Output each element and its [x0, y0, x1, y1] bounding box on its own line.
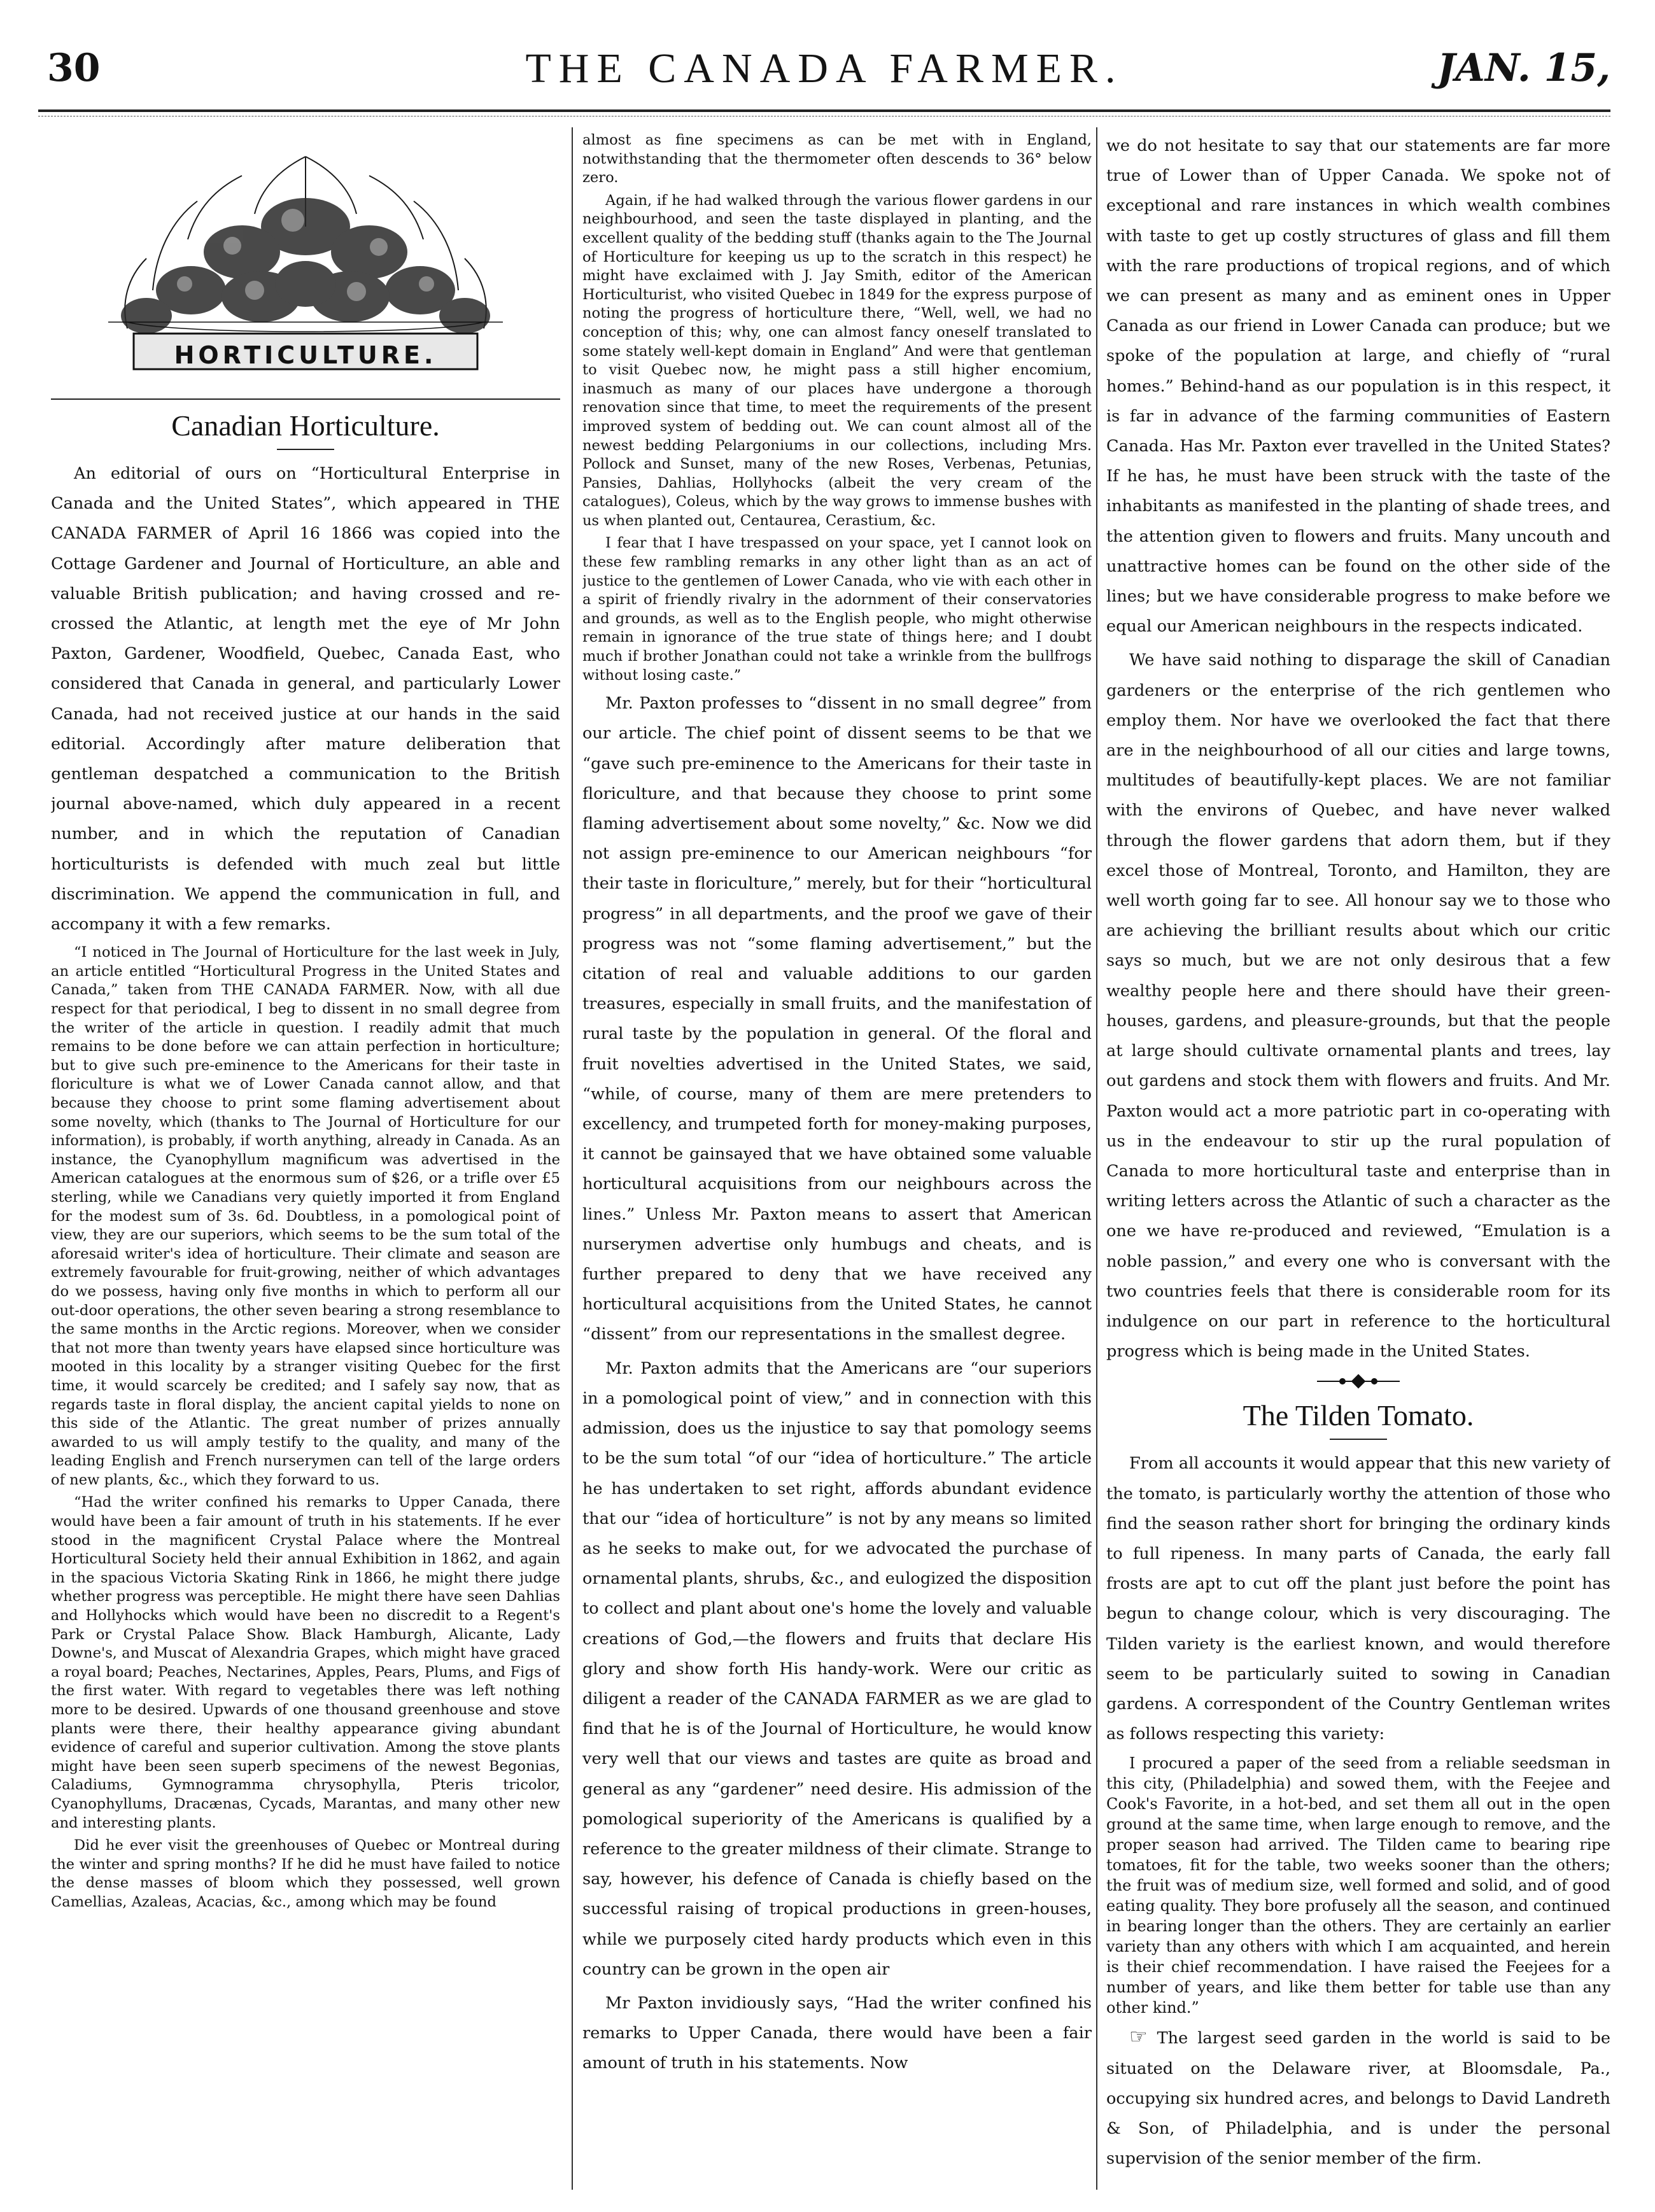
column-divider — [1096, 127, 1097, 2190]
article-paragraph: Mr. Paxton admits that the Americans are “our superiors in a pomological point of view,” and in connection with this admission, does us the injustice to say that pomology seems to be the sum total “of our “idea of horticulture.” The article he has undertaken to set right, affords abundant evidence that our “idea of horticulture” is not by any means so limited as he seeks to make out, for we advocated the purchase of ornamental plants, shrubs, &c., and eulogized the disposition to collect and plant about one's home the lovely and valuable creations of God,—the flowers and fruits that declare His glory and show forth His handy-work. Were our critic as diligent a reader of the CANADA FARMER as we are glad to find that he is of the Journal of Horticulture, he would know very well that our views and tastes are quite as broad and general as any “gardener” need desire. His admission of the pomological superiority of the Americans is qualified by a reference to the greater mildness of their climate. Strange to say, however, his defence of Canada is chiefly based on the successful raising of tropical productions in green-houses, while we purposely cited hardy products which even in this country can be grown in the open air — [582, 1358, 1092, 1979]
article-paragraph: We have said nothing to disparage the skill of Canadian gardeners or the enterprise of the rich gentlemen who employ them. Nor have we overlooked the fact that there are in the neighbourhood of all our cities and large towns, multitudes of beautifully-kept places. We are not familiar with the environs of Quebec, and have never walked through the flower gardens that adorn them, but if they excel those of Montreal, Toronto, and Hamilton, they are well worth going far to see. All honour say we to those who are achieving the brilliant results about which our critic says so much, but we are not only desirous that a few wealthy people here and there should have their green-houses, gardens, and pleasure-grounds, but that the people at large should cultivate ornamental plants and trees, lay out gardens and stock them with flowers and fruits. And Mr. Paxton would act a more patriotic part in co-operating with us in the endeavour to stir up the rural population of Canada to more horticultural taste and enterprise than in writing letters across the Atlantic of such a character as the one we have re-produced and reviewed, “Emulation is a noble passion,” and every one who is conversant with the two countries feels that there is considerable room for its indulgence on our part in reference to the horticultural progress which is being made in the United States. — [1106, 651, 1610, 1362]
page-number: 30 — [47, 46, 101, 90]
note-paragraph — [1106, 2022, 1610, 2174]
article-paragraph: Mr Paxton invidiously says, “Had the writer confined his remarks to Upper Canada, there would have been a fair amount of truth in his statements. Now — [582, 1993, 1092, 2073]
ornament-dash-icon — [1314, 1373, 1403, 1390]
note-text: The largest seed garden in the world is said to be situated on the Delaware river, at Bloomsdale, Pa., occupying six hundred acres, and belongs to David Landreth & Son, of Philadelphia, and is under the personal supervision of the senior member of the firm. — [1106, 2029, 1610, 2169]
heading-rule — [51, 398, 560, 400]
quoted-letter-paragraph: I fear that I have trespassed on your space, yet I cannot look on these few rambling remarks in any other light than as an act of justice to the gentlemen of Lower Canada, who vie with each other in a spirit of friendly rivalry in the adornment of their conservatories and grounds, as well as to the English people, who might otherwise remain in ignorance of the true state of things here; and I doubt much if brother Jonathan could not take a wrinkle from the bullfrogs without losing caste.” — [582, 535, 1092, 684]
column-1 — [51, 131, 560, 2187]
article-paragraph: Mr. Paxton professes to “dissent in no small degree” from our article. The chief point of dissent seems to be that we “gave such pre-eminence to the Americans for their taste in floriculture, and that because they choose to print some flaming advertisement about some novelty,” &c. Now we did not assign pre-eminence to our American neighbours “for their taste in floriculture,” merely, but for their “horticultural progress” in all departments, and the proof we gave of their progress was not “some flaming advertisement,” but the citation of real and valuable additions to our garden treasures, especially in small fruits, and the manifestation of rural taste by the population in general. Of the floral and fruit novelties advertised in the United States, we said, “while, of course, many of them are mere pretenders to excellency, and trumpeted forth for money-making purposes, it cannot be gainsayed that we have obtained some valuable horticultural acquisitions from our neighbours across the lines.” Unless Mr. Paxton means to assert that American nurserymen advertise only humbugs and cheats, and is further prepared to deny that we have received any horticultural acquisitions from the United States, he cannot “dissent” from our representations in the smallest degree. — [582, 694, 1092, 1344]
journal-title: THE CANADA FARMER. — [525, 45, 1123, 92]
quoted-letter-paragraph: Did he ever visit the greenhouses of Quebec or Montreal during the winter and spring months? If he did he must have failed to notice the dense masses of bloom which they possessed, well grown Camellias, Azaleas, Acacias, &c., among which may be found — [51, 1837, 560, 1910]
article-title: Canadian Horticulture. — [171, 409, 440, 442]
article-paragraph: An editorial of ours on “Horticultural Enterprise in Canada and the United States”, which appeared in THE CANADA FARMER of April 16 1866 was copied into the Cottage Gardener and Journal of Horticulture, an able and valuable British publication; and having crossed and re-crossed the Atlantic, at length met the eye of Mr John Paxton, Gardener, Woodfield, Quebec, Canada East, who considered that Canada in general, and particularly Lower Canada, had not received justice at our hands in the said editorial. Accordingly after mature deliberation that gentleman despatched a communication to the British journal above-named, which duly appeared in a recent number, and in which the reputation of Canadian horticulturists is defended with much zeal but little discrimination. We append the communication in full, and accompany it with a few remarks. — [51, 464, 560, 934]
column-divider — [572, 127, 573, 2190]
article-paragraph: From all accounts it would appear that this new variety of the tomato, is particularly worthy the attention of those who find the season rather short for bringing the ordinary kinds to full ripeness. In many parts of Canada, the early fall frosts are apt to cut off the plant just before the point has begun to change colour, which is very discouraging. The Tilden variety is the earliest known, and would therefore seem to be particularly suited to sowing in Canadian gardens. A correspondent of the Country Gentleman writes as follows respecting this variety: — [1106, 1454, 1610, 1744]
masthead-rule — [38, 109, 1610, 112]
horticulture-banner — [51, 131, 560, 392]
article-title: The Tilden Tomato. — [1243, 1399, 1474, 1432]
quoted-letter-paragraph: almost as fine specimens as can be met with in England, notwithstanding that the thermometer often descends to 36° below zero. — [582, 132, 1092, 187]
section-ornament — [1106, 1373, 1610, 1390]
quoted-letter-paragraph: Again, if he had walked through the various flower gardens in our neighbourhood, and seen the taste displayed in planting, and the excellent quality of the bedding stuff (thanks again to the The Journal of Horticulture for keeping us up to the scratch in this respect) he might have exclaimed with J. Jay Smith, editor of the American Horticulturist, who visited Quebec in 1849 for the express purpose of noting the progress of horticulture there, “Well, well, we had no conception of this; why, one can almost fancy oneself translated to some stately well-kept domain in England” And were that gentleman to visit Quebec now, he might pass a still higher encomium, inasmuch as many of our places have undergone a thorough renovation since that time, to meet the requirements of the present improved system of bedding out. We can count almost all of the newest bedding Pelargoniums in our collections, including Mrs. Pollock and Sunset, many of the new Roses, Verbenas, Petunias, Pansies, Dahlias, Hollyhocks (albeit the very cream of the catalogues), Coleus, which by the way grows to immense bushes with us when planted out, Centaurea, Cerastium, &c. — [582, 192, 1092, 529]
column-2 — [582, 131, 1092, 2187]
title-underline — [1330, 1439, 1387, 1440]
masthead — [38, 38, 1610, 121]
pointing-hand-icon: ☞ — [1129, 2024, 1148, 2049]
article-paragraph: we do not hesitate to say that our statements are far more true of Lower than of Upper Canada. We spoke not of exceptional and rare instances in which wealth combines with taste to get up costly structures of glass and fill them with the rare productions of tropical regions, and of which we can present as many and as eminent ones in Upper Canada as our friend in Lower Canada can produce; but we spoke of the population at large, and chiefly of “rural homes.” Behind-hand as our population is in this respect, it is far in advance of the farming communities of Eastern Canada. Has Mr. Paxton ever travelled in the United States? If he has, he must have been struck with the taste of the inhabitants as manifested in the planting of shade trees, and the attention given to flowers and fruits. Many uncouth and unattractive homes can be found on the other side of the lines; but we have considerable progress to make before we equal our American neighbours in the respects indicated. — [1106, 136, 1610, 637]
issue-date: JAN. 15, — [1437, 46, 1610, 90]
banner-label: HORTICULTURE. — [174, 341, 437, 369]
title-underline — [277, 449, 334, 450]
column-3 — [1106, 131, 1610, 2187]
quoted-letter-paragraph: “Had the writer confined his remarks to Upper Canada, there would have been a fair amount of truth in his statements. If he ever stood in the magnificent Crystal Palace where the Montreal Horticultural Society held their annual Exhibition in 1862, and again in the spacious Victoria Skating Rink in 1866, he might there judge whether progress was perceptible. He might there have seen Dahlias and Hollyhocks which would have been no discredit to a Regent's Park or Crystal Palace Show. Black Hamburgh, Alicante, Lady Downe's, and Muscat of Alexandria Grapes, which might have graced a royal board; Peaches, Nectarines, Apples, Pears, Plums, and Figs of the first water. With regard to vegetables there was left nothing more to be desired. Upwards of one thousand greenhouse and stove plants were there, their healthy appearance giving abundant evidence of careful and superior cultivation. Among the stove plants might have been seen superb specimens of the newest Begonias, Caladiums, Gymnogramma chrysophylla, Pteris tricolor, Cyanophyllums, Dracænas, Cycads, Marantas, and many other new and interesting plants. — [51, 1494, 560, 1831]
quoted-letter-paragraph: “I noticed in The Journal of Horticulture for the last week in July, an article entitled “Horticultural Progress in the United States and Canada,” taken from THE CANADA FARMER. Now, with all due respect for that periodical, I beg to dissent in no small degree from the writer of the article in question. I readily admit that much remains to be done before we can attain perfection in horticulture; but to give such pre-eminence to the Americans for their taste in floriculture is what we of Lower Canada cannot allow, and that because they choose to print some flaming advertisement about some novelty, which (thanks to The Journal of Horticulture for our information), is probably, if worth anything, already in Canada. As an instance, the Cyanophyllum magnificum was advertised in the American catalogues at the enormous sum of $26, or a trifle over £5 sterling, while we Canadians very quietly imported it from England for the modest sum of 3s. 6d. Doubtless, in a pomological point of view, they are our superiors, which seems to be the sum total of the aforesaid writer's idea of horticulture. Their climate and season are extremely favourable for fruit-growing, neither of which advantages do we possess, having only five months in which to perform all our out-door operations, the other seven bearing a strong resemblance to the same months in the Arctic regions. Moreover, when we consider that not more than twenty years have elapsed since horticulture was mooted in this locality by a stranger visiting Quebec for the first time, it would scarcely be credited; and I safely say now, that as regards taste in floral display, the ancient capital yields to none on this side of the Atlantic. The great number of prizes annually awarded to us will amply testify to the quality, and many of the leading English and French nurserymen can tell of the large orders of new plants, &c., which they forward to us. — [51, 944, 560, 1488]
quoted-letter-paragraph: I procured a paper of the seed from a reliable seedsman in this city, (Philadelphia) and sowed them, with the Feejee and Cook's Favorite, in a hot-bed, and set them all out in the open ground at the same time, when large enough to remove, and the proper season had arrived. The Tilden came to bearing ripe tomatoes, fit for the table, two weeks sooner than the others; the fruit was of medium size, well formed and solid, and of good eating quality. They bore profusely all the season, and continued in bearing longer than the others. They are certainly an earlier variety than any others with which I am acquainted, and herein is their chief recommendation. I have raised the Feejees for a number of years, and like them better for table use than any other kind.” — [1106, 1754, 1610, 2017]
